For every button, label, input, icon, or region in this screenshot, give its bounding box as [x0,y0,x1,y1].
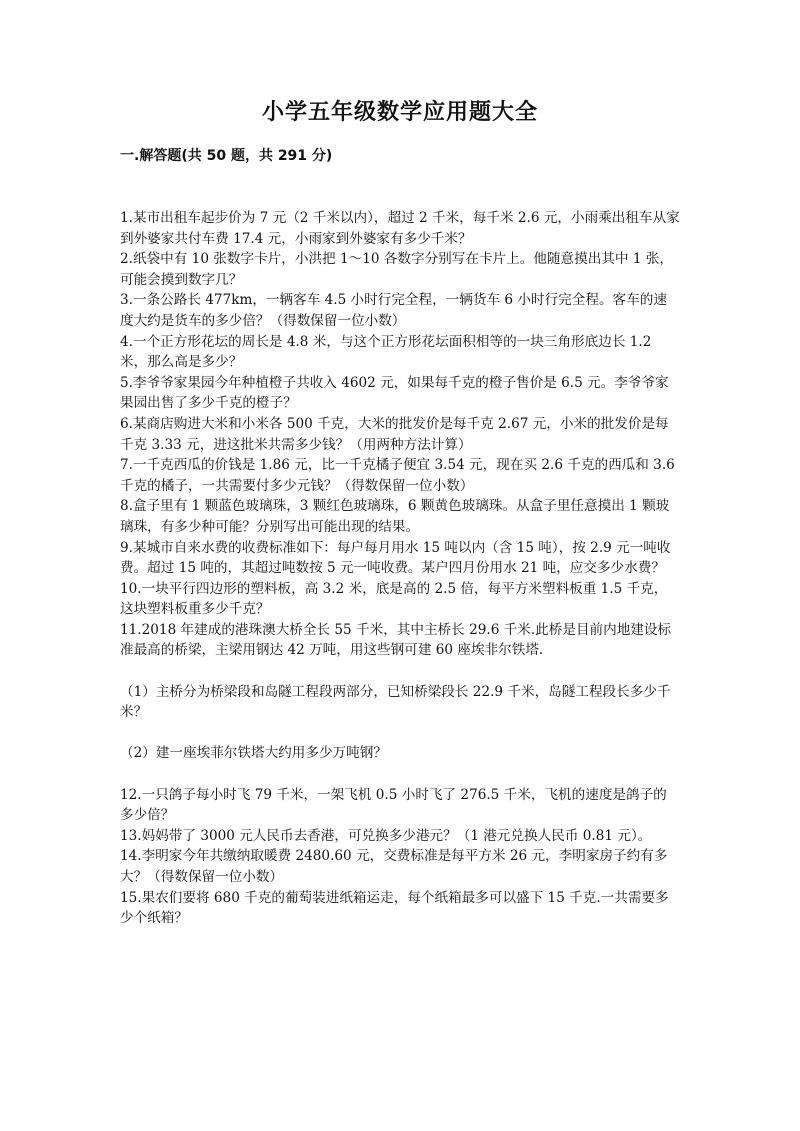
question-1: 1.某市出租车起步价为 7 元（2 千米以内），超过 2 千米，每千米 2.6 元，小雨乘出租车从家到外婆家共付车费 17.4 元，小雨家到外婆家有多少千米？ [120,210,680,247]
question-6: 6.某商店购进大米和小米各 500 千克，大米的批发价是每千克 2.67 元，小米的批发价是每千克 3.33 元，进这批米共需多少钱？（用两种方法计算） [120,415,669,453]
sub-question-1: （1）主桥分为桥梁段和岛隧工程段两部分，已知桥梁段长 22.9 千米，岛隧工程段长多少千米？ [120,683,671,721]
question-list [120,208,680,929]
section-heading: 一.解答题(共 50 题，共 291 分) [120,148,333,164]
question-2: 2.纸袋中有 10 张数字卡片，小洪把 1～10 各数字分别写在卡片上。他随意摸出其中 1 张，可能会摸到数字几？ [120,251,673,288]
question-5: 5.李爷爷家果园今年种植橙子共收入 4602 元，如果每千克的橙子售价是 6.5 元。李爷爷家果园出售了多少千克的橙子？ [120,374,669,412]
question-11: 11.2018 年建成的港珠澳大桥全长 55 千米，其中主桥长 29.6 千米.此桥是目前内地建设标准最高的桥梁，主梁用钢达 42 万吨，用这些钢可建 60 座埃非尔铁塔. [120,621,672,659]
question-9: 9.某城市自来水费的收费标准如下：每户每月用水 15 吨以内（含 15 吨），按 2.9 元一吨收费。超过 15 吨的，其超过吨数按 5 元一吨收费。某户四月份用水 21 吨，应交多少水费？ [120,539,671,577]
question-7: 7.一千克西瓜的价钱是 1.86 元，比一千克橘子便宜 3.54 元，现在买 2.6 千克的西瓜和 3.6 千克的橘子，一共需要付多少元钱？（得数保留一位小数） [120,457,675,494]
question-3: 3.一条公路长 477km，一辆客车 4.5 小时行完全程，一辆货车 6 小时行完全程。客车的速度大约是货车的多少倍？（得数保留一位小数） [120,292,667,329]
spacer [120,723,680,744]
question-15: 15.果农们要将 680 千克的葡萄装进纸箱运走，每个纸箱最多可以盛下 15 千克.一共需要多少个纸箱？ [120,889,669,927]
question-14: 14.李明家今年共缴纳取暖费 2480.60 元，交费标准是每平方米 26 元，李明家房子约有多大？（得数保留一位小数） [120,848,668,885]
question-12: 12.一只鸽子每小时飞 79 千米，一架飞机 0.5 小时飞了 276.5 千米，飞机的速度是鸽子的多少倍？ [120,786,667,824]
sub-question-2: （2）建一座埃菲尔铁塔大约用多少万吨钢？ [120,745,387,762]
document-title: 小学五年级数学应用题大全 [261,100,538,125]
question-4: 4.一个正方形花坛的周长是 4.8 米，与这个正方形花坛面积相等的一块三角形底边长 1.2 米，那么高是多少？ [120,333,652,371]
question-8: 8.盒子里有 1 颗蓝色玻璃珠，3 颗红色玻璃珠，6 颗黄色玻璃珠。从盒子里任意摸出 1 颗玻璃珠，有多少种可能？分别写出可能出现的结果。 [120,498,670,535]
question-13: 13.妈妈带了 3000 元人民币去香港，可兑换多少港元？（1 港元兑换人民币 0.81 元）。 [120,827,652,844]
question-10: 10.一块平行四边形的塑料板，高 3.2 米，底是高的 2.5 倍，每平方米塑料板重 1.5 千克，这块塑料板重多少千克？ [120,580,668,618]
spacer [120,661,680,682]
spacer [120,764,680,785]
